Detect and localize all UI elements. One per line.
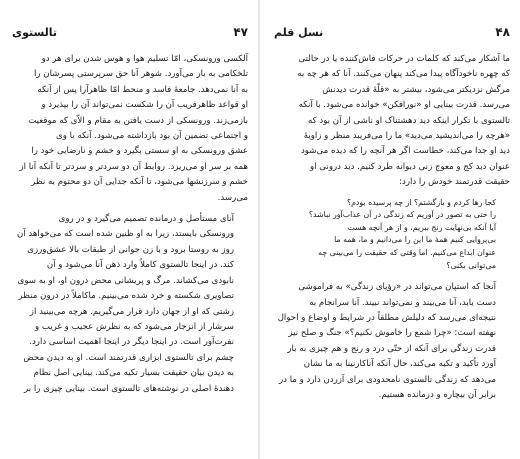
text-line: تصاویری شکسته و خرد شده می‌بینیم. ماکاملاً در درون منظر <box>18 291 234 302</box>
text-line: نفرت‌آور است. در اینجا دیگر در اینجا اهمیت اساسی دارد. <box>29 337 234 348</box>
text-line: دست یابد، آنا می‌بیند و نمی‌تواند نبیند. آنا سرانجام به <box>309 297 496 308</box>
text-line: نابودی می‌کشاند. مرگ و پریشانی محض درون او، او به سوی <box>17 275 234 286</box>
text-line: نهفته است: «چرا شمع را خاموش نکنیم؟» جنگ و صلح نیز <box>288 328 496 339</box>
text-line: ما آشکار می‌کند که کلمات در حرکات فاش‌کننده یا در حالتی <box>298 54 510 64</box>
text-line: عشق ورونسکی به او سستی بگیرد و خشم و نارضایی خود را <box>31 146 248 157</box>
text-line: چشم برای تالستوی ابزاری قدرتمند است. او به دیدن محض <box>23 352 234 363</box>
paragraph <box>12 212 248 397</box>
text-line: «هرچه را می‌اندیشید می‌دید» ما را می‌فریبد منظر و زاویهٔ <box>303 131 510 142</box>
text-line: می‌رسد. <box>217 192 248 203</box>
right-page-header <box>268 22 516 42</box>
text-line: او قواعد ظاهرفریب آن را شکست نمی‌تواند آن را بپذیرد و <box>41 100 248 111</box>
text-line: آورد تأکید و تکیه می‌کند، حال آنکه آناکارنینا به ما نشان <box>303 359 496 370</box>
text-line: آنای مستأصل و درمانده تصمیم می‌گیرد و در روی <box>58 214 234 225</box>
running-title: تالستوی <box>12 25 58 39</box>
text-line: آنجا که استپان می‌تواند در «رؤیای زندگی» به فراموشی <box>298 282 496 293</box>
text-line: عنوان دید کج و معوج زنی دیوانه طرد کنیم. دید درونی او <box>310 161 510 172</box>
text-line: زشتی که او از جهان دارد قرار می‌گیریم. هرچه می‌بینید از <box>29 306 234 317</box>
page-number: ۴۷ <box>233 25 248 39</box>
text-line: دهندهٔ اصلی در نوشته‌های تالستوی است. بینایی چیزی را بر <box>24 383 234 394</box>
right-page <box>268 0 516 459</box>
paragraph <box>12 52 248 206</box>
text-line: می‌رسد. قدرت بینایی او «نورافکن» خوانده می‌شود. با آنکه <box>298 100 510 111</box>
left-page-body <box>6 42 254 397</box>
text-line: بازمی‌زند. ورونسکی از دست یافتن به مقام و الاّی که موقعیت <box>28 115 248 126</box>
right-page-body <box>268 42 516 403</box>
block-quote <box>280 197 496 273</box>
page-number: ۴۸ <box>495 25 510 39</box>
quote-line: بی‌پروایی کنیم همهٔ ما این را می‌دانیم و ما، همه ما <box>334 235 496 245</box>
book-gutter <box>258 0 260 459</box>
quote-line: عنوان ابداع می‌کنیم. اما وقتی که حقیقت را می‌بینی چه <box>318 248 496 258</box>
text-line: برابر آن بیچاره و درمانده هستیم. <box>378 390 496 401</box>
text-line: سرشار از انزجار می‌شود که به نظرش عجیب و غریب و <box>34 321 234 332</box>
text-line: مرگش نزدیکتر می‌شود، بیشتر به «قلّهٔ قدرت دیدنش <box>322 84 510 95</box>
quote-line: آیا آنکه بی‌نهایت رنج ببریم، و از هر آنچه هست <box>347 222 496 232</box>
text-line: تالستوی با تکرار اینکه دید دهشتناک او ناشی از آن بود که <box>307 115 510 126</box>
left-page <box>6 0 254 459</box>
left-page-header <box>6 22 254 42</box>
text-line: حقیقت قدرتمند خودش را دارد: <box>399 177 510 188</box>
text-line: کند. در اینجا تالستوی کاملاً وارد ذهن آنا می‌شود و آن <box>46 260 234 271</box>
text-line: روز به روستا برود و با زن جوانی از طبقات بالا عشق‌ورزی <box>27 244 234 255</box>
paragraph <box>274 52 510 191</box>
quote-line: می‌توانی بکنی؟ <box>446 260 496 270</box>
text-line: همه بر سر او می‌ریزد. روابط آن دو سردتر و سردتر تا آنکه آنا از <box>19 161 248 172</box>
text-line: دید او جدا می‌کند، خطاست اگر هر آنچه را که دیده می‌شود <box>300 146 510 157</box>
quote-line: را حتی به تصور در آوریم که زندگی در آن عذاب‌آور نباشد؟ <box>308 210 496 220</box>
text-line: و اجتماعی تضمین آن بود بازداشته می‌شود. آنکه با وی <box>56 131 248 142</box>
text-line: خشم و سرزنشها می‌شود، تا آنکه جدایی آن دو محتوم به نظر <box>31 177 248 188</box>
text-line: به آنا نمی‌دهد. جامعهٔ فاسد و منحط امّا ظاهرآرا پس از آنکه <box>37 84 248 95</box>
text-line: آلکسی ورونسکی، امّا تسلیم هوا و هوس شدن برای هر دو <box>41 54 248 64</box>
running-title: نسل قلم <box>274 25 324 39</box>
quote-line: کجا رها کردم و بازگشتم؟ از چه پرسیده بودم؟ <box>346 197 496 207</box>
text-line: قدرت زندگی برای آنکه از حتّی درد و رنج و هم چیزی به بار <box>287 343 496 354</box>
text-line: می‌دهد که زندگی تالستوی نامحدودی برای آزردن دارد و ما در <box>278 374 496 385</box>
text-line: نتیجه‌ای می‌رسد که دلیلش مطلقاً در شرایط و اوضاع و احوال <box>277 313 496 324</box>
text-line: تلخکامی به بار می‌آورد. شوهر آنا حق سرپرستی پسرشان را <box>34 69 248 80</box>
paragraph <box>274 280 510 403</box>
text-line: به دیدن بیان حقیقت بسیار تکیه می‌کند. بینایی اصل نظام <box>33 368 234 379</box>
text-line: ورونسکی بایستد، زیرا به او ظنین شده است که می‌خواهد آن <box>16 229 234 240</box>
text-line: که چهره ناخودآگاه پیدا می‌کند پنهان می‌کنند. آنا که هر چه به <box>297 69 510 80</box>
